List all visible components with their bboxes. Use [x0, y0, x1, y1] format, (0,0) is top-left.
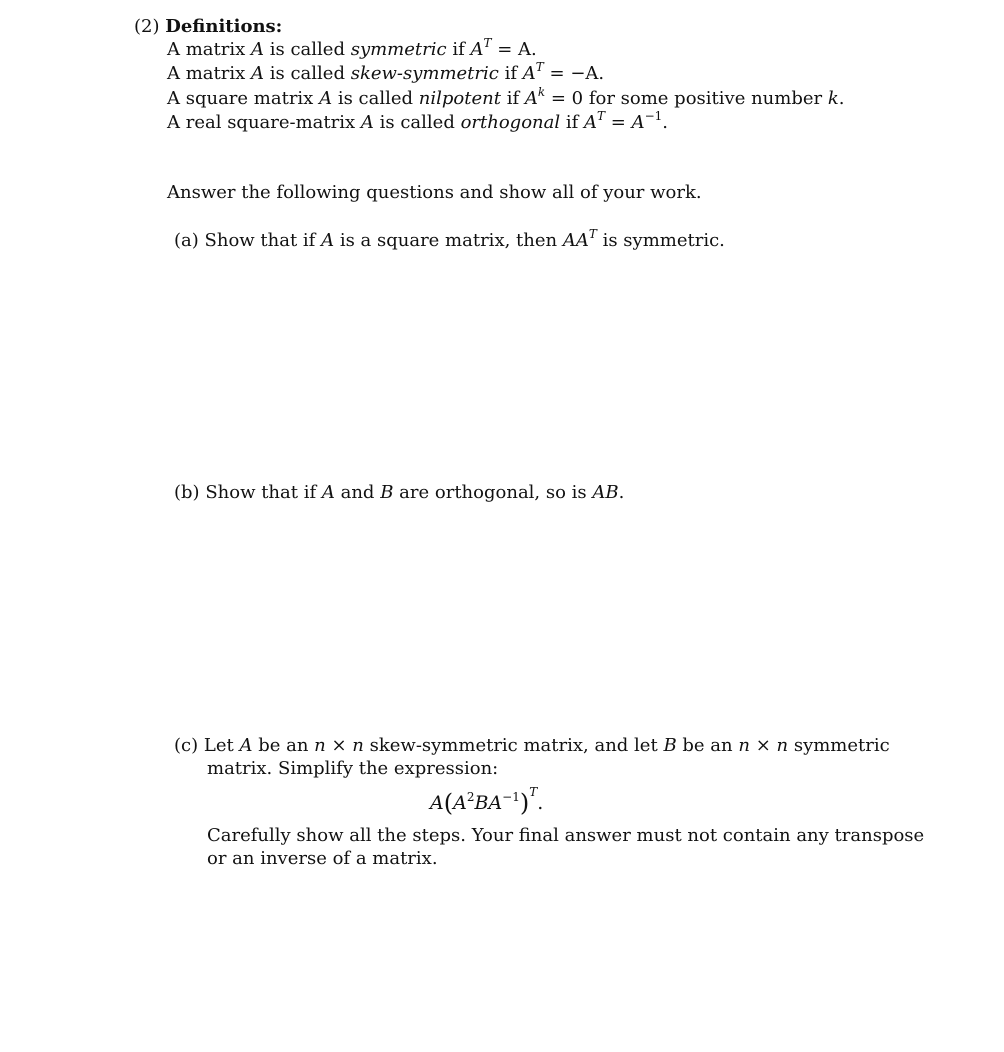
- part-c-note-2: or an inverse of a matrix.: [207, 848, 438, 869]
- def-text: if: [504, 63, 518, 84]
- part-c-label: (c): [174, 735, 199, 756]
- part-a: [174, 229, 725, 253]
- def-text: if: [506, 88, 520, 109]
- def-rhs: = −A.: [549, 63, 605, 84]
- def-text: A real square-matrix: [167, 112, 356, 133]
- part-a-text: Show that if: [204, 230, 316, 251]
- def-text: is called: [269, 39, 345, 60]
- def-text: if: [565, 112, 579, 133]
- part-b-text: are orthogonal, so is: [399, 482, 587, 503]
- expr-paren: ): [519, 789, 530, 817]
- expr-sup: T: [529, 785, 538, 799]
- def-var: A: [524, 88, 538, 109]
- def-text: A matrix: [167, 39, 246, 60]
- part-b: [174, 481, 624, 505]
- part-c-text: skew-symmetric matrix, and let: [369, 735, 658, 756]
- expr-paren: (: [443, 789, 454, 817]
- part-b-punct: .: [618, 482, 625, 503]
- def-text: A square matrix: [167, 88, 314, 109]
- def-var: A: [251, 63, 265, 84]
- def-text: is called: [337, 88, 414, 109]
- expr-var: BA: [474, 792, 503, 814]
- def-var: A: [319, 88, 333, 109]
- expr-punct: .: [537, 792, 544, 814]
- def-rhs: = A: [610, 112, 645, 133]
- part-c-text: be an: [682, 735, 733, 756]
- def-var: A: [584, 112, 598, 133]
- part-c-line-1: [174, 734, 890, 758]
- part-c-var: n × n: [738, 735, 789, 756]
- expr-sup: 2: [466, 790, 475, 804]
- def-sup: T: [597, 109, 606, 123]
- def-var: A: [360, 112, 374, 133]
- part-b-var: B: [380, 482, 394, 503]
- def-punct: .: [662, 112, 669, 133]
- part-a-text: is symmetric.: [602, 230, 725, 251]
- part-c-var: A: [239, 735, 253, 756]
- part-b-label: (b): [174, 482, 200, 503]
- expr-var: A: [430, 792, 444, 814]
- def-sup: k: [537, 85, 546, 99]
- part-c-var: B: [663, 735, 677, 756]
- part-b-expr: AB: [592, 482, 619, 503]
- def-rhs: = A.: [497, 39, 537, 60]
- part-a-var: A: [321, 230, 335, 251]
- part-c-text: be an: [258, 735, 309, 756]
- def-term: orthogonal: [460, 112, 561, 133]
- definition-nilpotent: [167, 87, 845, 111]
- def-var: A: [470, 39, 484, 60]
- def-var: k: [827, 88, 839, 109]
- part-a-sup: T: [588, 227, 597, 241]
- part-b-text: Show that if: [205, 482, 317, 503]
- definition-symmetric: [167, 38, 537, 62]
- part-c-text: Let: [203, 735, 234, 756]
- part-c-var: n × n: [314, 735, 364, 756]
- part-c-expression: [430, 785, 544, 817]
- definitions-heading: Definitions:: [165, 16, 283, 37]
- def-text: is called: [379, 112, 455, 133]
- def-term: nilpotent: [418, 88, 501, 109]
- part-a-expr: AA: [562, 230, 589, 251]
- def-var: A: [251, 39, 265, 60]
- def-text: A matrix: [167, 63, 246, 84]
- part-a-label: (a): [174, 230, 199, 251]
- def-var: A: [522, 63, 536, 84]
- def-sup: T: [535, 60, 544, 74]
- definition-skew-symmetric: [167, 62, 604, 86]
- def-sup: −1: [644, 109, 663, 123]
- definition-orthogonal: [167, 111, 668, 135]
- def-text: is called: [269, 63, 345, 84]
- def-sup: T: [483, 36, 492, 50]
- def-text: if: [452, 39, 465, 60]
- expr-var: A: [453, 792, 467, 814]
- problem-number: (2): [134, 16, 160, 37]
- def-term: symmetric: [350, 39, 447, 60]
- def-punct: .: [838, 88, 845, 109]
- part-c-note-1: Carefully show all the steps. Your final answer must not contain any transpose: [207, 825, 925, 846]
- expr-sup: −1: [502, 790, 520, 804]
- instructions: Answer the following questions and show all of your work.: [167, 182, 702, 203]
- part-c-text: symmetric: [793, 735, 890, 756]
- part-b-var: A: [321, 482, 335, 503]
- part-c-line-2: matrix. Simplify the expression:: [207, 758, 499, 779]
- problem-heading: [134, 15, 282, 39]
- part-a-text: is a square matrix, then: [339, 230, 558, 251]
- part-b-text: and: [340, 482, 375, 503]
- def-rhs: = 0 for some positive number: [550, 88, 823, 109]
- def-term: skew-symmetric: [350, 63, 499, 84]
